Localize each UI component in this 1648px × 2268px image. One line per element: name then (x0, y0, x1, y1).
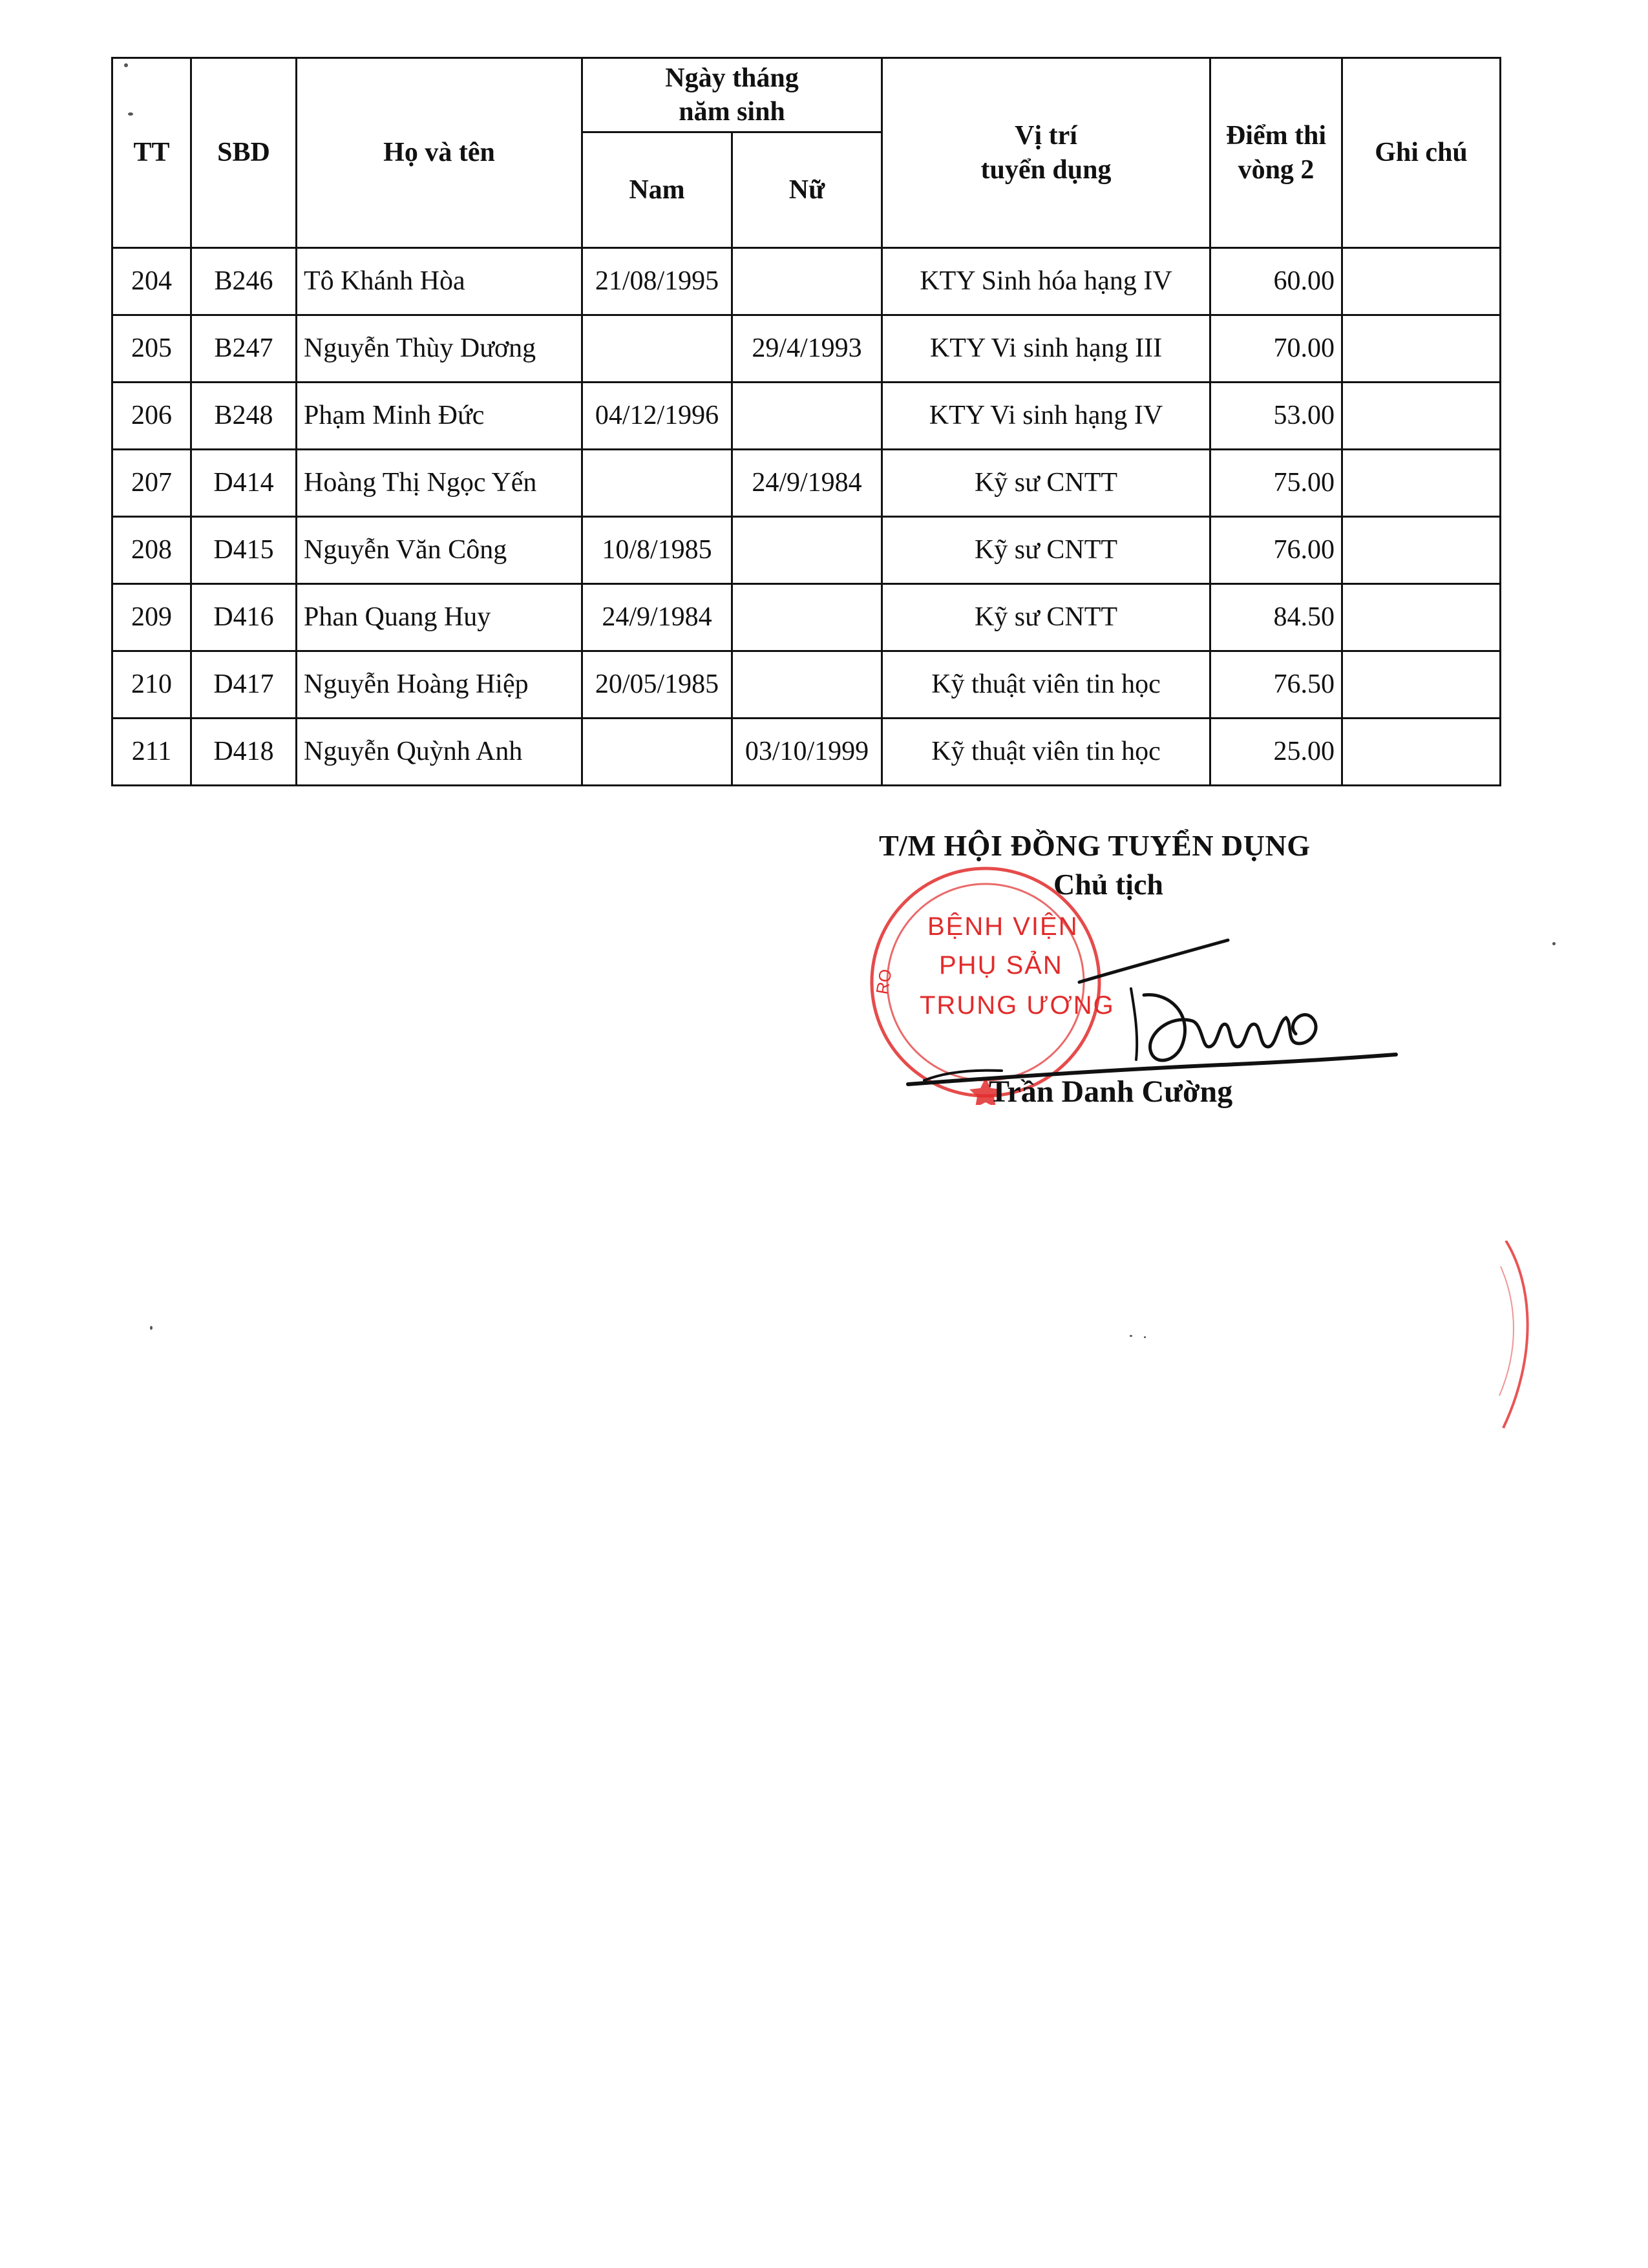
cell-dob-female (732, 651, 882, 719)
stamp-line-2: PHỤ SẢN (939, 951, 1063, 980)
cell-dob-male: 04/12/1996 (582, 383, 732, 450)
header-position: Vị trí tuyển dụng (882, 58, 1210, 248)
chair-title: Chủ tịch (1053, 868, 1163, 901)
table-row (112, 315, 1501, 383)
cell-score: 53.00 (1210, 383, 1342, 450)
cell-position: Kỹ sư CNTT (882, 450, 1210, 517)
cell-sbd: D415 (191, 517, 297, 584)
cell-name: Nguyễn Văn Công (297, 517, 582, 584)
header-tt: TT (112, 58, 191, 248)
cell-score: 70.00 (1210, 315, 1342, 383)
cell-dob-female (732, 248, 882, 315)
cell-dob-female (732, 517, 882, 584)
scan-speck (1130, 1335, 1132, 1337)
table-row (112, 248, 1501, 315)
cell-dob-female: 24/9/1984 (732, 450, 882, 517)
scan-speck (1552, 942, 1556, 945)
cell-score: 60.00 (1210, 248, 1342, 315)
cell-sbd: D416 (191, 584, 297, 651)
cell-name: Phạm Minh Đức (297, 383, 582, 450)
scan-speck (128, 112, 133, 116)
cell-sbd: B246 (191, 248, 297, 315)
cell-score: 25.00 (1210, 719, 1342, 786)
header-female: Nữ (732, 132, 882, 248)
cell-score: 76.00 (1210, 517, 1342, 584)
cell-sbd: B248 (191, 383, 297, 450)
cell-dob-male: 10/8/1985 (582, 517, 732, 584)
cell-dob-male: 20/05/1985 (582, 651, 732, 719)
table-row (112, 450, 1501, 517)
cell-dob-female: 29/4/1993 (732, 315, 882, 383)
stamp-line-1: BỆNH VIỆN (927, 912, 1079, 941)
cell-dob-male (582, 719, 732, 786)
cell-position: KTY Vi sinh hạng IV (882, 383, 1210, 450)
cell-position: Kỹ thuật viên tin học (882, 719, 1210, 786)
header-male: Nam (582, 132, 732, 248)
cell-dob-male (582, 450, 732, 517)
cell-tt: 208 (112, 517, 191, 584)
header-dob-group: Ngày tháng năm sinh (582, 58, 882, 132)
cell-position: KTY Vi sinh hạng III (882, 315, 1210, 383)
cell-note (1342, 719, 1501, 786)
cell-name: Nguyễn Hoàng Hiệp (297, 651, 582, 719)
cell-note (1342, 584, 1501, 651)
cell-position: KTY Sinh hóa hạng IV (882, 248, 1210, 315)
cell-tt: 206 (112, 383, 191, 450)
cell-sbd: D414 (191, 450, 297, 517)
handwritten-signature (898, 911, 1402, 1105)
cell-dob-male: 24/9/1984 (582, 584, 732, 651)
cell-score: 76.50 (1210, 651, 1342, 719)
header-score: Điểm thi vòng 2 (1210, 58, 1342, 248)
cell-dob-male: 21/08/1995 (582, 248, 732, 315)
scan-speck (150, 1326, 153, 1330)
table-row (112, 517, 1501, 584)
cell-position: Kỹ sư CNTT (882, 584, 1210, 651)
cell-name: Hoàng Thị Ngọc Yến (297, 450, 582, 517)
cell-note (1342, 248, 1501, 315)
cell-tt: 211 (112, 719, 191, 786)
cell-score: 75.00 (1210, 450, 1342, 517)
cell-dob-female (732, 383, 882, 450)
cell-position: Kỹ thuật viên tin học (882, 651, 1210, 719)
cell-note (1342, 450, 1501, 517)
cell-note (1342, 383, 1501, 450)
header-sbd: SBD (191, 58, 297, 248)
cell-tt: 205 (112, 315, 191, 383)
partial-stamp-edge (1498, 1241, 1550, 1434)
cell-note (1342, 517, 1501, 584)
scan-speck (124, 63, 128, 67)
cell-sbd: D417 (191, 651, 297, 719)
table-row (112, 584, 1501, 651)
cell-dob-male (582, 315, 732, 383)
table-row (112, 651, 1501, 719)
cell-tt: 210 (112, 651, 191, 719)
cell-position: Kỹ sư CNTT (882, 517, 1210, 584)
header-name: Họ và tên (297, 58, 582, 248)
cell-name: Tô Khánh Hòa (297, 248, 582, 315)
cell-sbd: D418 (191, 719, 297, 786)
stamp-line-3: TRUNG ƯƠNG (920, 991, 1115, 1020)
cell-note (1342, 315, 1501, 383)
cell-name: Nguyễn Thùy Dương (297, 315, 582, 383)
table-row (112, 383, 1501, 450)
cell-tt: 209 (112, 584, 191, 651)
svg-text:RO: RO (872, 967, 896, 996)
cell-tt: 204 (112, 248, 191, 315)
cell-dob-female: 03/10/1999 (732, 719, 882, 786)
cell-score: 84.50 (1210, 584, 1342, 651)
cell-dob-female (732, 584, 882, 651)
header-note: Ghi chú (1342, 58, 1501, 248)
signer-name: Trần Danh Cường (989, 1075, 1233, 1109)
cell-name: Phan Quang Huy (297, 584, 582, 651)
results-table (111, 57, 1501, 786)
council-title: T/M HỘI ĐỒNG TUYỂN DỤNG (879, 829, 1311, 862)
cell-name: Nguyễn Quỳnh Anh (297, 719, 582, 786)
scan-speck (1144, 1336, 1146, 1338)
table-row (112, 719, 1501, 786)
cell-note (1342, 651, 1501, 719)
cell-tt: 207 (112, 450, 191, 517)
cell-sbd: B247 (191, 315, 297, 383)
